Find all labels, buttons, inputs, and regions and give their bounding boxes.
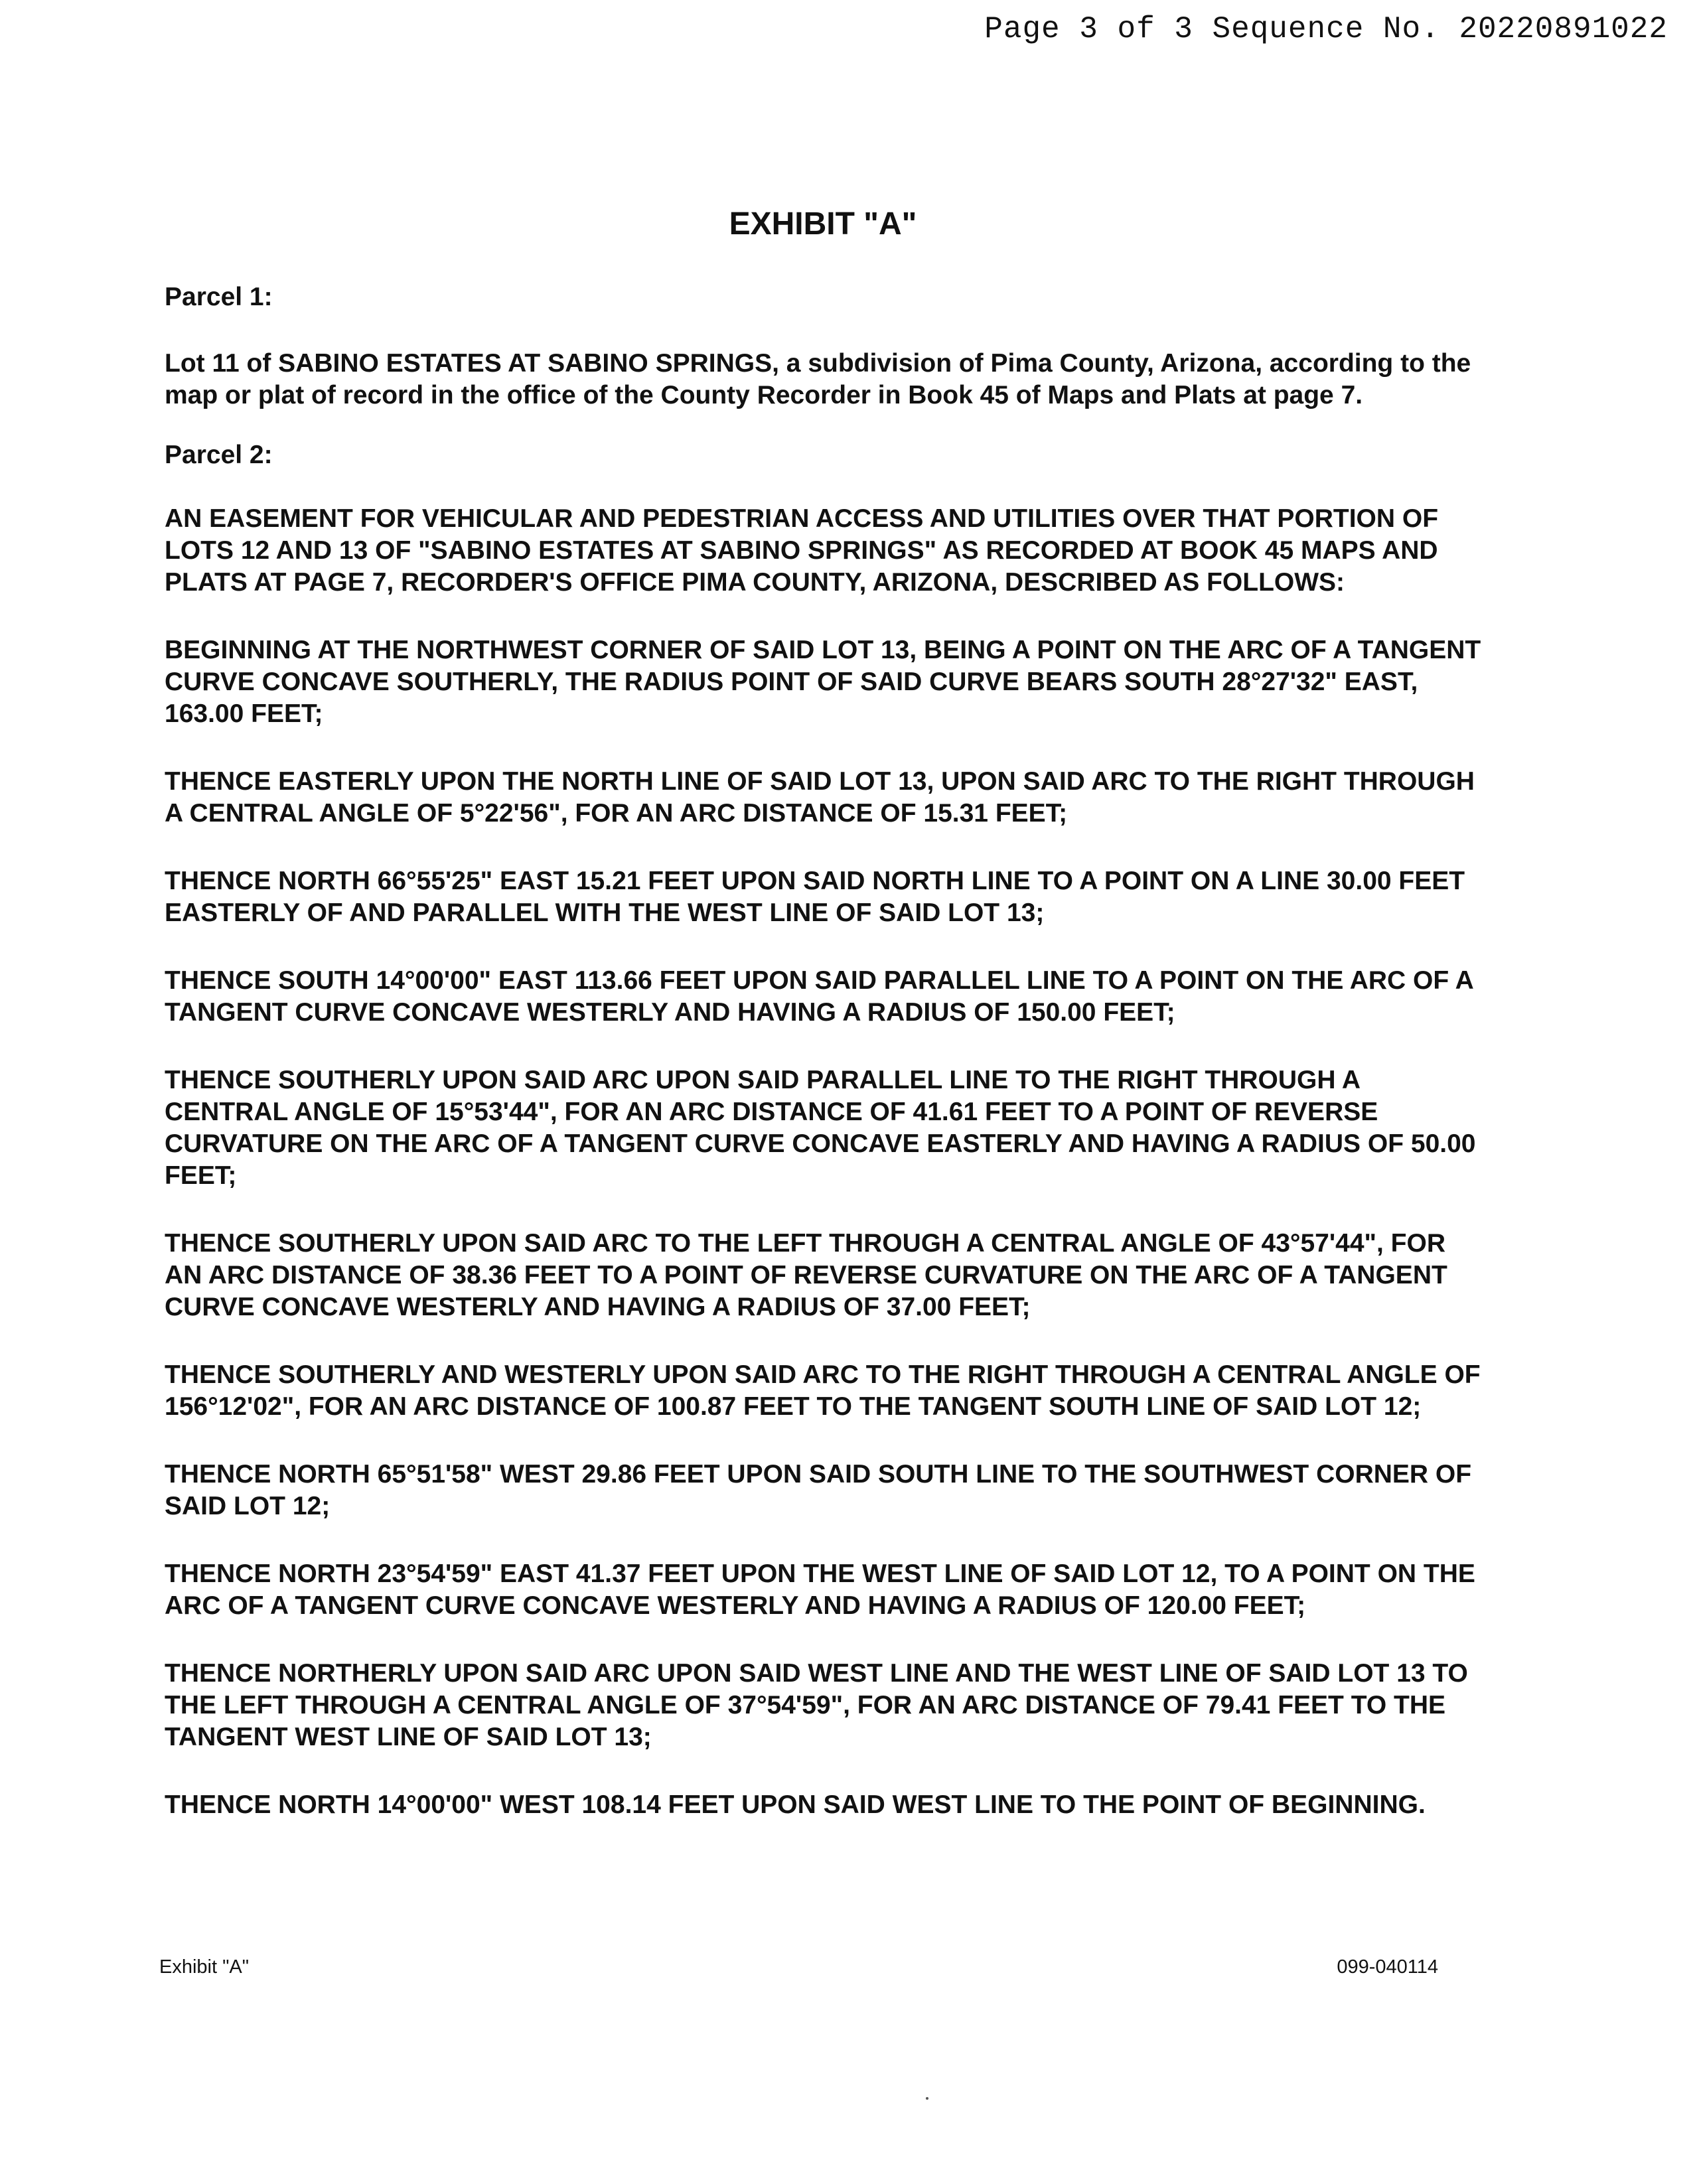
course-paragraph: THENCE NORTH 23°54'59" EAST 41.37 FEET UPON THE WEST LINE OF SAID LOT 12, TO A POINT ON THE ARC OF A TANGENT CURVE CONCAVE WESTERLY AND HAVING A RADIUS OF 120.00 FEET;: [165, 1560, 1475, 1620]
course-paragraph: THENCE NORTHERLY UPON SAID ARC UPON SAID WEST LINE AND THE WEST LINE OF SAID LOT 13 TO THE LEFT THROUGH A CENTRAL ANGLE OF 37°54'59", FOR AN ARC DISTANCE OF 79.41 FEET TO THE TANGENT WEST LINE OF SAID LOT 13;: [165, 1659, 1468, 1751]
parcel-1-label: Parcel 1:: [165, 283, 273, 311]
course-paragraph: THENCE EASTERLY UPON THE NORTH LINE OF SAID LOT 13, UPON SAID ARC TO THE RIGHT THROUGH A CENTRAL ANGLE OF 5°22'56", FOR AN ARC DISTANCE OF 15.31 FEET;: [165, 767, 1475, 828]
course-paragraph: THENCE NORTH 66°55'25" EAST 15.21 FEET UPON SAID NORTH LINE TO A POINT ON A LINE 30.00 FEET EASTERLY OF AND PARALLEL WITH THE WEST LINE OF SAID LOT 13;: [165, 867, 1465, 927]
exhibit-title: EXHIBIT "A": [729, 206, 917, 242]
parcel-1-description: Lot 11 of SABINO ESTATES AT SABINO SPRINGS, a subdivision of Pima County, Arizona, according to the map or plat of record in the office of the County Recorder in Book 45 of Maps and Plats at page 7.: [165, 349, 1471, 409]
page-sequence-header: Page 3 of 3 Sequence No. 20220891022: [984, 12, 1668, 46]
course-paragraph: THENCE SOUTHERLY UPON SAID ARC TO THE LEFT THROUGH A CENTRAL ANGLE OF 43°57'44", FOR AN ARC DISTANCE OF 38.36 FEET TO A POINT OF REVERSE CURVATURE ON THE ARC OF A TANGENT CURVE CONCAVE WESTERLY AND HAVING A RADIUS OF 37.00 FEET;: [165, 1229, 1447, 1321]
parcel-2-legal-description: [165, 503, 1485, 1857]
point-of-beginning-paragraph: BEGINNING AT THE NORTHWEST CORNER OF SAID LOT 13, BEING A POINT ON THE ARC OF A TANGENT CURVE CONCAVE SOUTHERLY, THE RADIUS POINT OF SAID CURVE BEARS SOUTH 28°27'32" EAST, 163.00 FEET;: [165, 636, 1481, 728]
easement-intro-paragraph: AN EASEMENT FOR VEHICULAR AND PEDESTRIAN ACCESS AND UTILITIES OVER THAT PORTION OF LOTS 12 AND 13 OF "SABINO ESTATES AT SABINO SPRINGS" AS RECORDED AT BOOK 45 MAPS AND PLATS AT PAGE 7, RECORDER'S OFFICE PIMA COUNTY, ARIZONA, DESCRIBED AS FOLLOWS:: [165, 504, 1439, 597]
course-paragraph: THENCE NORTH 65°51'58" WEST 29.86 FEET UPON SAID SOUTH LINE TO THE SOUTHWEST CORNER OF SAID LOT 12;: [165, 1460, 1472, 1520]
closing-course-paragraph: THENCE NORTH 14°00'00" WEST 108.14 FEET UPON SAID WEST LINE TO THE POINT OF BEGINNING.: [165, 1790, 1426, 1819]
course-paragraph: THENCE SOUTHERLY UPON SAID ARC UPON SAID PARALLEL LINE TO THE RIGHT THROUGH A CENTRAL ANGLE OF 15°53'44", FOR AN ARC DISTANCE OF 41.61 FEET TO A POINT OF REVERSE CURVATURE ON THE ARC OF A TANGENT CURVE CONCAVE EASTERLY AND HAVING A RADIUS OF 50.00 FEET;: [165, 1066, 1476, 1190]
parcel-2-label: Parcel 2:: [165, 441, 273, 469]
footer-exhibit-label: Exhibit "A": [159, 1956, 250, 1978]
footer-document-number: 099-040114: [1337, 1956, 1438, 1978]
course-paragraph: THENCE SOUTH 14°00'00" EAST 113.66 FEET UPON SAID PARALLEL LINE TO A POINT ON THE ARC OF A TANGENT CURVE CONCAVE WESTERLY AND HAVING A RADIUS OF 150.00 FEET;: [165, 966, 1473, 1027]
scan-speck: [926, 2097, 928, 2100]
course-paragraph: THENCE SOUTHERLY AND WESTERLY UPON SAID ARC TO THE RIGHT THROUGH A CENTRAL ANGLE OF 156°12'02", FOR AN ARC DISTANCE OF 100.87 FEET TO THE TANGENT SOUTH LINE OF SAID LOT 12;: [165, 1360, 1481, 1421]
